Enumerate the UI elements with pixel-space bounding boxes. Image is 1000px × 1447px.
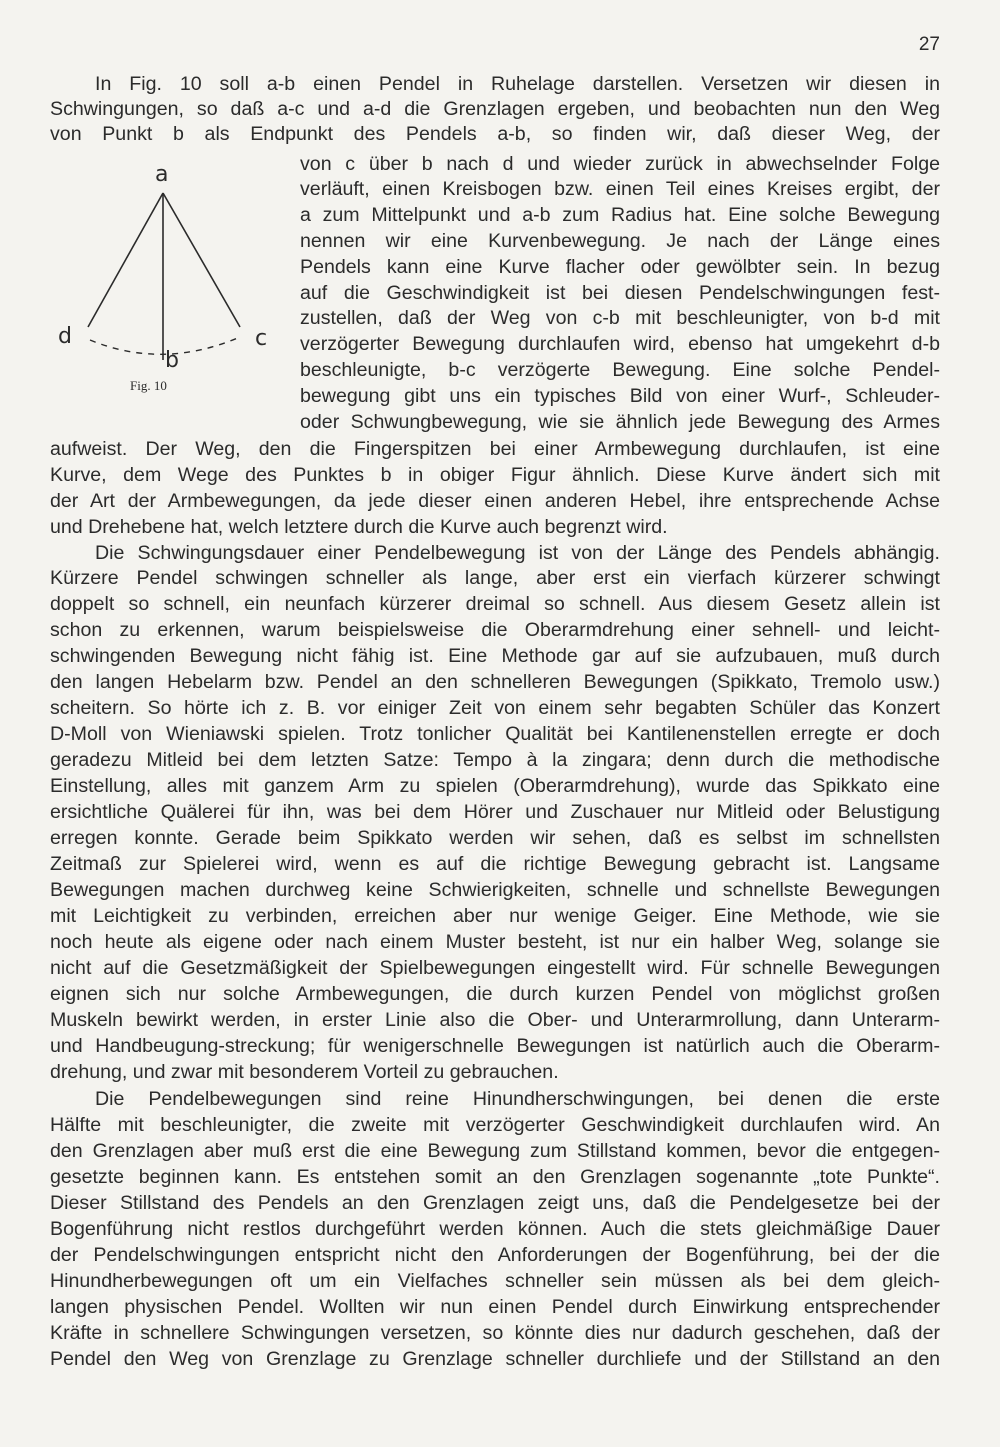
text-line: aufweist. Der Weg, den die Fingerspitzen bei einer Armbewegung durchlaufen, ist eine — [50, 438, 940, 460]
text-line: geradezu Mitleid bei dem letzten Satze: Tempo à la zingara; denn durch die methodische — [50, 749, 940, 771]
figure-caption: Fig. 10 — [130, 378, 167, 393]
text-line: gesetzte beginnen kann. Es entstehen somit an den Grenzlagen sogenannte „tote Punkte“. — [50, 1166, 940, 1188]
text-line: schwingenden Bewegung nicht fähig ist. Eine Methode gar auf sie aufzubauen, muß durch — [50, 645, 940, 667]
text-line: Pendel den Weg von Grenzlage zu Grenzlage schneller durchliefe und der Stillstand an den — [50, 1348, 940, 1370]
text-line: mit Leichtigkeit zu verbinden, erreichen aber nur wenige Geiger. Eine Methode, wie sie — [50, 905, 940, 927]
pendulum-line-a-d — [88, 193, 163, 327]
text-line: der Pendelschwingungen entspricht nicht den Anforderungen der Bogenführung, bei der die — [50, 1244, 940, 1266]
text-line: Bewegungen machen durchweg keine Schwierigkeiten, schnelle und schnellste Bewegungen — [50, 879, 940, 901]
text-line: zustellen, daß der Weg von c-b mit beschleunigter, von b-d mit — [300, 307, 940, 329]
text-line: Kräfte in schnellere Schwingungen versetzen, so könnte dies nur dadurch geschehen, daß der — [50, 1322, 940, 1344]
text-line: Hälfte mit beschleunigter, die zweite mit verzögerter Geschwindigkeit durchlaufen wird. An — [50, 1114, 940, 1136]
text-line: D-Moll von Wieniawski spielen. Trotz tonlicher Qualität bei Kantilenenstellen erregte er doch — [50, 723, 940, 745]
text-line: scheitern. So hörte ich z. B. vor einiger Zeit von einem sehr begabten Schüler das Konzert — [50, 697, 940, 719]
text-line: nicht auf die Gesetzmäßigkeit der Spielbewegungen eingestellt wird. Für schnelle Bewegungen — [50, 957, 940, 979]
label-a: a — [155, 162, 169, 187]
text-line: verläuft, einen Kreisbogen bzw. einen Teil eines Kreises ergibt, der — [300, 178, 940, 200]
text-line: von Punkt b als Endpunkt des Pendels a-b, so finden wir, daß dieser Weg, der — [50, 123, 940, 145]
text-line: ersichtliche Quälerei für ihn, was bei dem Hörer und Zuschauer nur Mitleid oder Belustigung — [50, 801, 940, 823]
page-number: 27 — [918, 34, 940, 55]
text-line: In Fig. 10 soll a-b einen Pendel in Ruhelage darstellen. Versetzen wir diesen in — [95, 73, 940, 95]
text-line: Schwingungen, so daß a-c und a-d die Grenzlagen ergeben, und beobachten nun den Weg — [50, 98, 940, 120]
text-line: Kürzere Pendel schwingen schneller als lange, aber erst ein vierfach kürzerer schwingt — [50, 567, 940, 589]
text-line: erregen konnte. Gerade beim Spikkato werden wir sehen, daß es selbst im schnellsten — [50, 827, 940, 849]
text-line: a zum Mittelpunkt und a-b zum Radius hat. Eine solche Bewegung — [300, 204, 940, 226]
text-line: schon zu erkennen, warum beispielsweise die Oberarmdrehung einer sehnell- und leicht- — [50, 619, 940, 641]
text-line: verzögerter Bewegung durchlaufen wird, ebenso hat umgekehrt d-b — [300, 333, 940, 355]
text-line: oder Schwungbewegung, wie sie ähnlich jede Bewegung des Armes — [300, 411, 940, 433]
text-line: drehung, und zwar mit besonderem Vorteil zu gebrauchen. — [50, 1061, 559, 1083]
text-line: nennen wir eine Kurvenbewegung. Je nach der Länge eines — [300, 230, 940, 252]
text-line: und Drehebene hat, welch letztere durch die Kurve auch begrenzt wird. — [50, 516, 668, 538]
text-line: Zeitmaß zur Spielerei wird, wenn es auf die richtige Bewegung gebracht ist. Langsame — [50, 853, 940, 875]
label-d: d — [58, 324, 72, 349]
text-line: beschleunigte, b-c verzögerte Bewegung. Eine solche Pendel- — [300, 359, 940, 381]
text-line: Einstellung, alles mit ganzem Arm zu spielen (Oberarmdrehung), wurde das Spikkato eine — [50, 775, 940, 797]
text-line: Muskeln bewirkt werden, in erster Linie also die Ober- und Unterarmrollung, dann Unterarm- — [50, 1009, 940, 1031]
pendulum-line-a-c — [163, 193, 240, 327]
text-line: eignen sich nur solche Armbewegungen, die durch kurzen Pendel von möglichst großen — [50, 983, 940, 1005]
text-line: Hinundherbewegungen oft um ein Vielfaches schneller sein müssen als bei dem gleich- — [50, 1270, 940, 1292]
text-line: Kurve, dem Wege des Punktes b in obiger Figur ähnlich. Diese Kurve ändert sich mit — [50, 464, 940, 486]
text-line: Die Pendelbewegungen sind reine Hinundherschwingungen, bei denen die erste — [95, 1088, 940, 1110]
label-c: c — [255, 326, 268, 351]
text-line: doppelt so schnell, ein neunfach kürzerer dreimal so schnell. Aus diesem Gesetz allein ist — [50, 593, 940, 615]
label-b: b — [165, 348, 179, 373]
text-line: den langen Hebelarm bzw. Pendel an den schnelleren Bewegungen (Spikkato, Tremolo usw.) — [50, 671, 940, 693]
text-line: auf die Geschwindigkeit ist bei diesen Pendelschwingungen fest- — [300, 282, 940, 304]
text-line: noch heute als eigene oder nach einem Muster besteht, ist nur ein halber Weg, solange sie — [50, 931, 940, 953]
text-line: und Handbeugung-streckung; für wenigerschnelle Bewegungen ist natürlich auch die Oberarm- — [50, 1035, 940, 1057]
text-line: Die Schwingungsdauer einer Pendelbewegung ist von der Länge des Pendels abhängig. — [95, 542, 940, 564]
text-line: Dieser Stillstand des Pendels an den Grenzlagen zeigt uns, daß die Pendelgesetze bei der — [50, 1192, 940, 1214]
text-line: bewegung gibt uns ein typisches Bild von einer Wurf-, Schleuder- — [300, 385, 940, 407]
text-line: den Grenzlagen aber muß erst die eine Bewegung zum Stillstand kommen, bevor die entgegen- — [50, 1140, 940, 1162]
text-line: von c über b nach d und wieder zurück in abwechselnder Folge — [300, 153, 940, 175]
figure-10 — [50, 155, 290, 405]
text-line: der Art der Armbewegungen, da jede dieser einen anderen Hebel, ihre entsprechende Achse — [50, 490, 940, 512]
text-line: langen physischen Pendel. Wollten wir nun einen Pendel durch Einwirkung entsprechender — [50, 1296, 940, 1318]
text-line: Pendels kann eine Kurve flacher oder gewölbter sein. In bezug — [300, 256, 940, 278]
pendulum-diagram — [50, 155, 290, 405]
text-line: Bogenführung nicht restlos durchgeführt werden können. Auch die stets gleichmäßige Dauer — [50, 1218, 940, 1240]
